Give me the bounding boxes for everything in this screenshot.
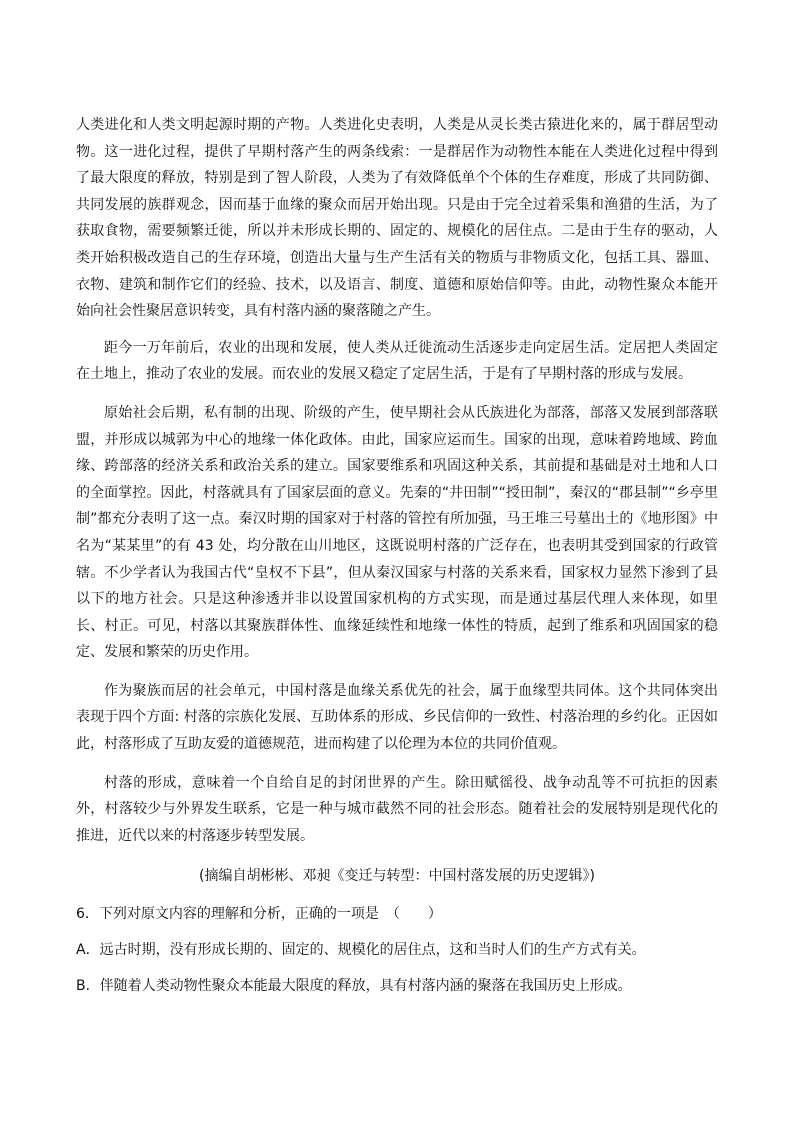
option-b: B．伴随着人类动物性聚众本能最大限度的释放，具有村落内涵的聚落在我国历史上形成。 <box>76 978 632 995</box>
paragraph-1: 人类进化和人类文明起源时期的产物。人类进化史表明，人类是从灵长类古猿进化来的，属于群居型动物。这一进化过程，提供了早期村落产生的两条线索：一是群居作为动物性本能在人类进化过程中得到了最大限度的释放，特别是到了智人阶段，人类为了有效降低单个个体的生存难度，形成了共同防御、共同发展的族群观念，因而基于血缘的聚众而居开始出现。只是由于完全过着采集和渔猎的生活，为了获取食物，需要频繁迁徙，所以并未形成长期的、固定的、规模化的居住点。二是由于生存的驱动，人类开始积极改造自己的生存环境，创造出大量与生产生活有关的物质与非物质文化，包括工具、器皿、衣物、建筑和制作它们的经验、技术，以及语言、制度、道德和原始信仰等。由此，动物性聚众本能开始向社会性聚居意识转变，具有村落内涵的聚落随之产生。 <box>76 117 718 320</box>
paragraph-3: 原始社会后期，私有制的出现、阶级的产生，使早期社会从氏族进化为部落，部落又发展到部落联盟，并形成以城郭为中心的地缘一体化政体。由此，国家应运而生。国家的出现，意味着跨地域、跨血缘、跨部落的经济关系和政治关系的建立。国家要维系和巩固这种关系，其前提和基础是对土地和人口的全面掌控。因此，村落就具有了国家层面的意义。先秦的“井田制”“授田制”，秦汉的“郡县制”“乡亭里制”都充分表明了这一点。秦汉时期的国家对于村落的管控有所加强，马王堆三号墓出土的《地形图》中名为“某某里”的有 43 处，均分散在山川地区，这既说明村落的广泛存在，也表明其受到国家的行政管辖。不少学者认为我国古代“皇权不下县”，但从秦汉国家与村落的关系来看，国家权力显然下渗到了县以下的地方社会。只是这种渗透并非以设置国家机构的方式实现，而是通过基层代理人来体现，如里长、村正。可见，村落以其聚族群体性、血缘延续性和地缘一体性的特质，起到了维系和巩固国家的稳定、发展和繁荣的历史作用。 <box>76 404 718 661</box>
question-6-stem: 6．下列对原文内容的理解和分析，正确的一项是 （ ） <box>76 906 442 923</box>
paragraph-4: 作为聚族而居的社会单元，中国村落是血缘关系优先的社会，属于血缘型共同体。这个共同体突出表现于四个方面: 村落的宗族化发展、互助体系的形成、乡民信仰的一致性、村落治理的乡约化。正因如此，村落形成了互助友爱的道德规范，进而构建了以伦理为本位的共同价值观。 <box>76 682 718 753</box>
source-citation: (摘编自胡彬彬、邓昶《变迁与转型：中国村落发展的历史逻辑》) <box>199 868 595 885</box>
article-body <box>76 112 718 1009</box>
option-a: A．远古时期，没有形成长期的、固定的、规模化的居住点，这和当时人们的生产方式有关。 <box>76 942 646 959</box>
paragraph-5: 村落的形成，意味着一个自给自足的封闭世界的产生。除田赋徭役、战争动乱等不可抗拒的因素外，村落较少与外界发生联系，它是一种与城市截然不同的社会形态。随着社会的发展特别是现代化的推进，近代以来的村落逐步转型发展。 <box>76 774 718 844</box>
paragraph-2: 距今一万年前后，农业的出现和发展，使人类从迁徙流动生活逐步走向定居生活。定居把人类固定在土地上，推动了农业的发展。而农业的发展又稳定了定居生活，于是有了早期村落的形成与发展。 <box>76 339 718 383</box>
